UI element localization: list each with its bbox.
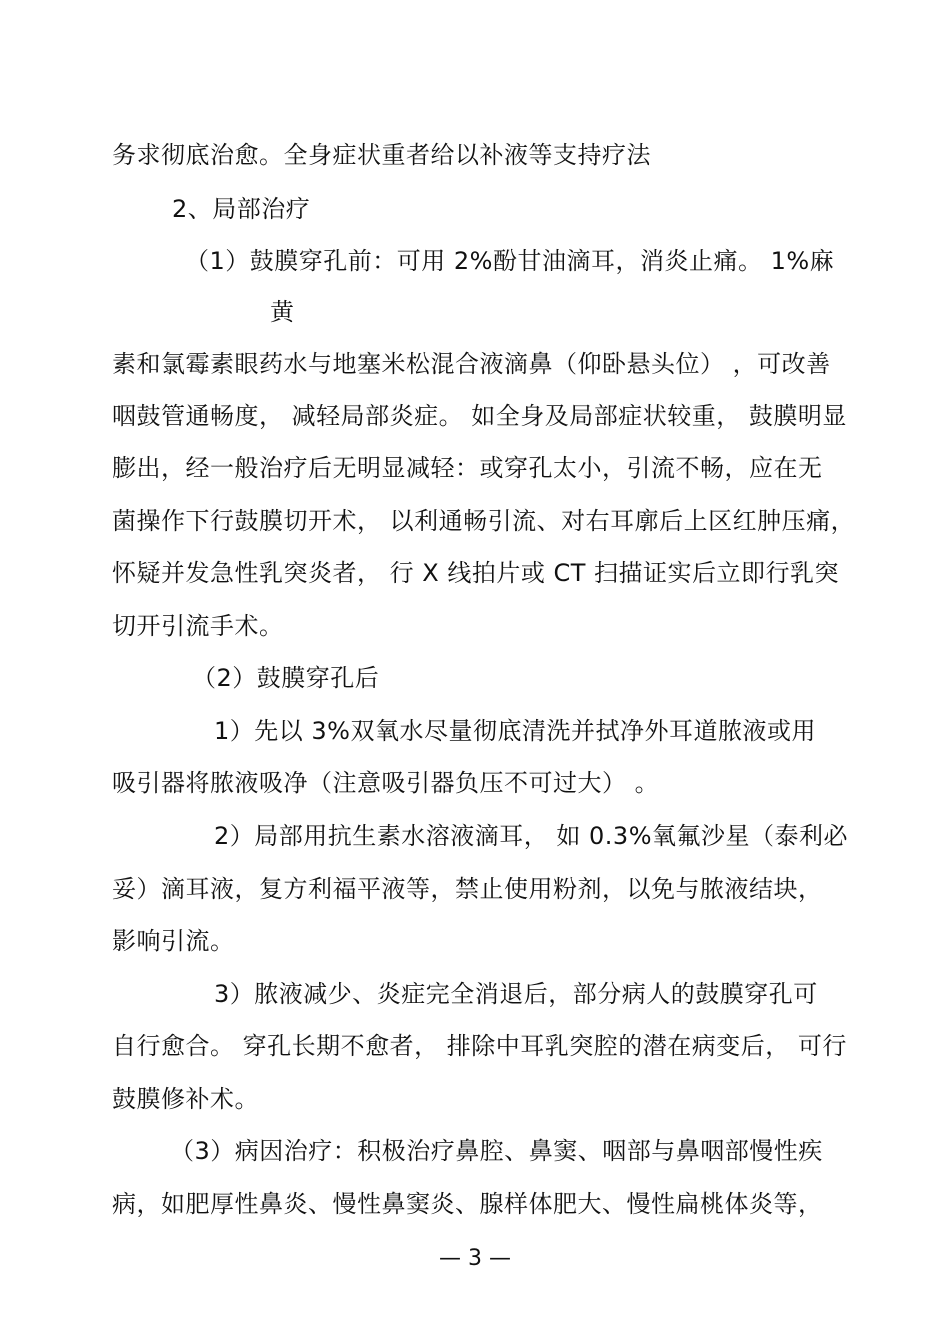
text-line-20: （3）病因治疗：积极治疗鼻腔、鼻窦、咽部与鼻咽部慢性疾: [170, 1137, 823, 1165]
text-line-17: 3）脓液减少、炎症完全消退后，部分病人的鼓膜穿孔可: [214, 980, 818, 1008]
page-number: — 3 —: [439, 1246, 511, 1271]
text-line-12: 1）先以 3%双氧水尽量彻底清洗并拭净外耳道脓液或用: [214, 717, 816, 745]
subheading-after-perforation: （2）鼓膜穿孔后: [192, 664, 380, 692]
text-line-21: 病，如肥厚性鼻炎、慢性鼻窦炎、腺样体肥大、慢性扁桃体炎等，: [112, 1190, 823, 1218]
text-line-19: 鼓膜修补术。: [112, 1085, 259, 1113]
text-line-18: 自行愈合。 穿孔长期不愈者， 排除中耳乳突腔的潜在病变后， 可行: [112, 1032, 847, 1060]
text-line-1: 务求彻底治愈。全身症状重者给以补液等支持疗法: [112, 141, 651, 169]
text-line-6: 咽鼓管通畅度， 减轻局部炎症。 如全身及局部症状较重， 鼓膜明显: [112, 402, 847, 430]
text-line-7: 膨出，经一般治疗后无明显减轻：或穿孔太小，引流不畅，应在无: [112, 454, 823, 482]
text-line-8: 菌操作下行鼓膜切开术， 以利通畅引流、对右耳廓后上区红肿压痛，: [112, 507, 856, 535]
text-line-9: 怀疑并发急性乳突炎者， 行 X 线拍片或 CT 扫描证实后立即行乳突: [112, 559, 840, 587]
text-line-3: （1）鼓膜穿孔前：可用 2%酚甘油滴耳，消炎止痛。 1%麻: [185, 247, 835, 275]
text-line-15: 妥）滴耳液，复方利福平液等，禁止使用粉剂，以免与脓液结块，: [112, 875, 823, 903]
text-line-13: 吸引器将脓液吸净（注意吸引器负压不可过大） 。: [112, 769, 660, 797]
text-line-4: 黄: [270, 298, 295, 326]
text-line-10: 切开引流手术。: [112, 612, 284, 640]
text-line-14: 2）局部用抗生素水溶液滴耳， 如 0.3%氧氟沙星（泰利必: [214, 822, 848, 850]
section-heading-local-treatment: 2、局部治疗: [172, 195, 311, 223]
text-line-5: 素和氯霉素眼药水与地塞米松混合液滴鼻（仰卧悬头位） ，可改善: [112, 350, 831, 378]
text-line-16: 影响引流。: [112, 927, 235, 955]
